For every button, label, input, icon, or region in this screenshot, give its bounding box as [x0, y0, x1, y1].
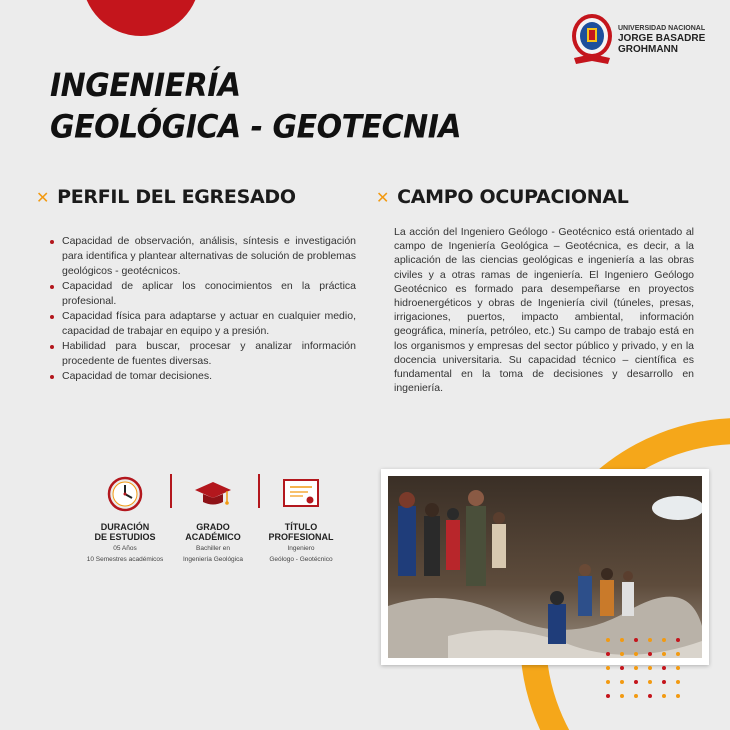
duracion-sub-2: 10 Semestres académicos — [86, 556, 164, 563]
decorative-dot — [620, 694, 624, 698]
titulo-sub-1: Ingeniero — [287, 545, 315, 552]
duracion-title-2: DE ESTUDIOS — [94, 532, 156, 542]
list-item: Capacidad física para adaptarse y actuar en cualquier medio, capacidad de trabajar en equipo y a presión. — [48, 309, 356, 339]
decorative-dot — [634, 680, 638, 684]
perfil-list — [48, 234, 356, 384]
x-bullet-icon: ✕ — [376, 187, 390, 207]
title-line-1: INGENIERÍA — [50, 67, 241, 105]
decorative-dot — [620, 680, 624, 684]
grado-sub-2: Ingeniería Geológica — [183, 556, 243, 563]
study-info-stats — [82, 474, 344, 564]
list-item: Habilidad para buscar, procesar y analizar información procedente de fuentes diversas. — [48, 339, 356, 369]
diploma-icon — [281, 474, 321, 514]
decorative-dot — [662, 652, 666, 656]
decorative-dot — [662, 666, 666, 670]
grado-title-2: ACADÉMICO — [185, 532, 241, 542]
x-bullet-icon: ✕ — [36, 187, 50, 207]
stat-titulo — [258, 474, 344, 564]
duracion-sub-1: 05 Años — [113, 545, 137, 552]
list-item: Capacidad de aplicar los conocimientos en la práctica profesional. — [48, 279, 356, 309]
stat-divider — [170, 474, 172, 508]
decorative-dot — [648, 666, 652, 670]
photo-frame — [381, 469, 709, 665]
perfil-heading — [36, 186, 296, 208]
decorative-dot — [634, 638, 638, 642]
university-line-3: GROHMANN — [618, 43, 678, 55]
decorative-dot — [648, 652, 652, 656]
decorative-dot — [634, 694, 638, 698]
decorative-dot — [676, 666, 680, 670]
decorative-dot — [606, 666, 610, 670]
decorative-dot — [676, 680, 680, 684]
titulo-title-2: PROFESIONAL — [268, 532, 334, 542]
decorative-dot — [676, 652, 680, 656]
decorative-dot — [634, 652, 638, 656]
campo-heading-text: CAMPO OCUPACIONAL — [397, 186, 629, 208]
cave-field-trip-photo — [388, 476, 702, 658]
decorative-dot — [620, 638, 624, 642]
title-line-2: GEOLÓGICA - GEOTECNIA — [50, 108, 462, 146]
decorative-dot — [620, 652, 624, 656]
decorative-dot — [676, 638, 680, 642]
university-seal-icon — [570, 10, 614, 68]
grado-sub-1: Bachiller en — [196, 545, 230, 552]
university-line-1: UNIVERSIDAD NACIONAL — [618, 24, 706, 32]
university-logo — [570, 10, 718, 68]
decorative-dot-grid — [606, 638, 690, 708]
duracion-title-1: DURACIÓN — [100, 522, 150, 532]
decorative-red-circle — [82, 0, 200, 36]
list-item: Capacidad de observación, análisis, síntesis e investigación para identifica y plantear alternativas de solución de problemas geológicos - geotécnicos. — [48, 234, 356, 279]
decorative-dot — [606, 638, 610, 642]
list-item: Capacidad de tomar decisiones. — [48, 369, 356, 384]
decorative-dot — [662, 638, 666, 642]
decorative-dot — [648, 680, 652, 684]
decorative-dot — [648, 638, 652, 642]
decorative-dot — [648, 694, 652, 698]
perfil-heading-text: PERFIL DEL EGRESADO — [57, 186, 296, 208]
campo-text: La acción del Ingeniero Geólogo - Geotécnico está orientado al campo de Ingeniería Geológica – Geotécnica, es decir, a la aplicación de las ciencias geológicas e ingeniería a las obras civiles y a otras ramas de ingeniería. El Ingeniero Geólogo Geotécnico es formado para desempeñarse en proyectos hidroenergéticos y obras de Ingeniería civil (túneles, presas, irrigaciones, puertos, impacto ambiental, información geográfica, minería, petróleo, etc.) Su campo de trabajo está en los organismos y empresas del sector público y privado, y en la docencia universitaria. Su capacidad técnico – científica es fundamental en la toma de decisiones y desarrollo en ingeniería. — [394, 226, 694, 395]
campo-heading — [376, 186, 629, 208]
university-line-2: JORGE BASADRE — [618, 32, 706, 44]
decorative-dot — [620, 666, 624, 670]
grado-title-1: GRADO — [196, 522, 230, 532]
graduation-cap-icon — [193, 474, 233, 514]
decorative-dot — [606, 694, 610, 698]
decorative-dot — [634, 666, 638, 670]
page-title — [50, 66, 461, 148]
stat-divider — [258, 474, 260, 508]
titulo-title-1: TÍTULO — [284, 522, 318, 532]
decorative-dot — [606, 652, 610, 656]
decorative-dot — [662, 680, 666, 684]
stat-grado — [170, 474, 256, 564]
decorative-dot — [606, 680, 610, 684]
decorative-dot — [676, 694, 680, 698]
clock-icon — [105, 474, 145, 514]
stat-duracion — [82, 474, 168, 564]
decorative-dot — [662, 694, 666, 698]
titulo-sub-2: Geólogo - Geotécnico — [269, 556, 333, 563]
